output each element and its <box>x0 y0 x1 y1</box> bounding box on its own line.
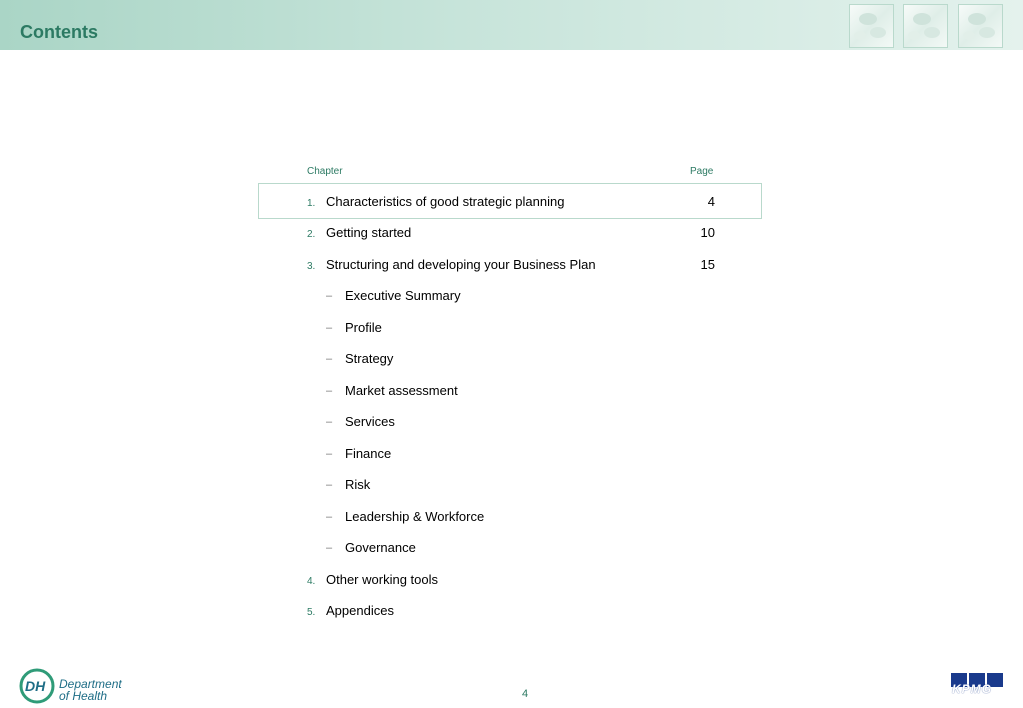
page-number: 4 <box>521 688 529 700</box>
subsection-label: Profile <box>345 320 382 335</box>
toc-entry-page: 4 <box>707 194 715 209</box>
toc-entry-number: 1. <box>307 198 316 209</box>
subsection-dash: – <box>326 479 333 491</box>
header-band <box>0 0 1023 50</box>
subsection-dash: – <box>326 353 333 365</box>
chapter-column-heading: Chapter <box>307 166 343 177</box>
toc-entry-page: 10 <box>700 225 715 240</box>
toc-entry-label: Appendices <box>326 603 394 618</box>
subsection-label: Risk <box>345 477 371 492</box>
subsection-dash: – <box>326 385 333 397</box>
toc-entry-label: Characteristics of good strategic planning <box>326 194 565 209</box>
header-thumbnail-image <box>849 4 894 48</box>
dh-logo-mark: DH <box>25 678 46 694</box>
page-title: Contents <box>20 22 98 42</box>
page-column-heading: Page <box>690 166 714 177</box>
toc-entry-label: Other working tools <box>326 572 438 587</box>
subsection-dash: – <box>326 448 333 460</box>
subsection-label: Executive Summary <box>345 288 461 303</box>
subsection-label: Governance <box>345 540 416 555</box>
subsection-dash: – <box>326 542 333 554</box>
subsection-dash: – <box>326 322 333 334</box>
toc-entry-page: 15 <box>700 257 715 272</box>
subsection-dash: – <box>326 290 333 302</box>
subsection-label: Market assessment <box>345 383 458 398</box>
header-thumbnail-image <box>903 4 948 48</box>
toc-entry-label: Getting started <box>326 225 412 240</box>
toc-entry-number: 5. <box>307 607 316 618</box>
toc-entry-number: 2. <box>307 229 316 240</box>
dh-logo-text <box>59 678 122 702</box>
subsection-label: Strategy <box>345 351 394 366</box>
toc-entry-number: 4. <box>307 576 316 587</box>
subsection-label: Services <box>345 414 395 429</box>
subsection-label: Finance <box>345 446 392 461</box>
kpmg-logo <box>951 673 1003 695</box>
subsection-dash: – <box>326 416 333 428</box>
toc-entry-label: Structuring and developing your Business Plan <box>326 257 596 272</box>
toc-entry-number: 3. <box>307 261 316 272</box>
dh-logo-line2: of Health <box>59 689 108 703</box>
subsection-label: Leadership & Workforce <box>345 509 485 524</box>
subsection-dash: – <box>326 511 333 523</box>
kpmg-logo-text: KPMG <box>952 682 992 696</box>
dh-logo-line1: Department <box>59 677 122 691</box>
header-thumbnail-image <box>958 4 1003 48</box>
